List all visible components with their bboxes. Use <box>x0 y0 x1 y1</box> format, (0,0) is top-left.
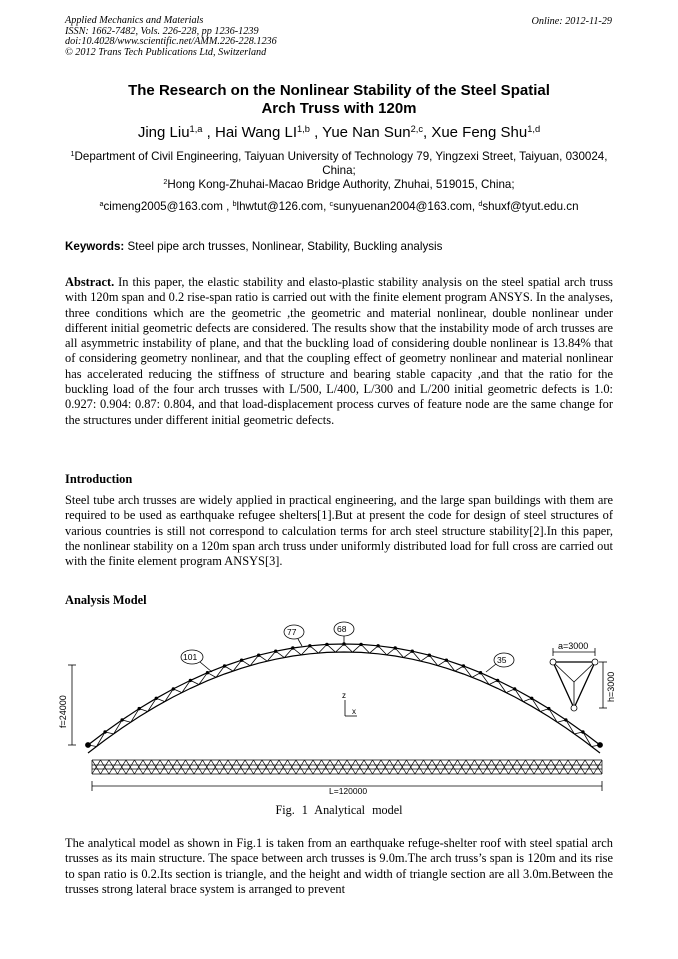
title-line-2: Arch Truss with 120m <box>261 100 417 117</box>
arch-node <box>377 645 380 648</box>
arch-node <box>240 659 243 662</box>
arch-web-member <box>549 709 558 723</box>
issn-line: ISSN: 1662-7482, Vols. 226-228, pp 1236-1239 <box>65 25 259 37</box>
title-line-1: The Research on the Nonlinear Stability of the Steel Spatial <box>128 82 550 99</box>
node-leader <box>486 664 496 672</box>
abstract <box>65 275 613 428</box>
section-chord-node <box>592 659 598 665</box>
keywords <box>65 240 442 253</box>
keywords-label: Keywords: <box>65 240 125 253</box>
author-list <box>40 124 638 141</box>
node-leader <box>298 639 302 646</box>
email-sup: d <box>478 199 483 209</box>
arch-node <box>428 654 431 657</box>
arch-web-member <box>361 644 370 653</box>
arch-node <box>189 679 192 682</box>
node-101-label: 101 <box>183 652 198 662</box>
section-detail <box>550 648 607 711</box>
journal-name: Applied Mechanics and Materials <box>65 15 204 26</box>
arch-node <box>343 643 346 646</box>
analysis-model-heading: Analysis Model <box>65 593 147 607</box>
arch-node <box>565 719 568 722</box>
arch-web-member <box>353 644 362 652</box>
arch-web-member <box>97 732 106 747</box>
arch-web-member <box>336 644 345 652</box>
arch-node <box>206 671 209 674</box>
abstract-text: In this paper, the elastic stability and elasto-plastic stability analysis on the steel spatial arch truss with 120m span and 0.2 rise-span ratio is carried out with the finite element program ANSYS. In the analyses, three conditions which are the geometric ,the geometric and material nonlinear, double nonlinear under different initial geometric defects are considered. The results show that the instability mode of arch trusses are all asymmetric instability of plane, and that the buckling load of considering double nonlinear is 13.84% that of considering geometry nonlinear, and that the coupling effect of geometry nonlinear and material nonlinear has accelerated reducing the stiffness of structure and bearing stable capacity ,and that the ratio for the buckling load of the four arch trusses with L/500, L/400, L/300 and L/200 initial geometric defects is 1.0: 0.927: 0.904: 0.87: 0.804, and that load-displacement process curves of feature node are the same change for the structures under different initial geometric defects. <box>65 275 613 427</box>
arch-node <box>496 679 499 682</box>
arch-support <box>598 743 603 748</box>
arch-web-member <box>327 644 336 652</box>
rise-dimension <box>68 665 76 745</box>
email-separator: , <box>222 200 233 213</box>
arch-node <box>582 731 585 734</box>
arch-node <box>292 647 295 650</box>
keywords-text: Steel pipe arch trusses, Nonlinear, Stability, Buckling analysis <box>124 240 443 253</box>
author-affil-sup: 2,c <box>410 123 423 134</box>
arch-node <box>394 647 397 650</box>
author-name: Yue Nan Sun <box>322 124 411 141</box>
node-77-label: 77 <box>287 627 297 637</box>
author-affil-sup: 1,d <box>527 123 541 134</box>
affiliation-sup: 2 <box>163 177 168 187</box>
section-height-label: h=3000 <box>606 671 616 702</box>
arch-web-member <box>318 644 327 653</box>
affiliation-text: Hong Kong-Zhuhai-Macao Bridge Authority, Zhuhai, 519015, China; <box>167 178 515 191</box>
arch-node <box>513 688 516 691</box>
paper-title <box>40 82 638 118</box>
copyright-line: © 2012 Trans Tech Publications Ltd, Switzerland <box>65 46 267 58</box>
email-separator: , <box>323 200 330 213</box>
doi-line: doi:10.4028/www.scientific.net/AMM.226-228.1236 <box>65 36 277 48</box>
arch-node <box>138 707 141 710</box>
author-affil-sup: 1,a <box>189 123 203 134</box>
email-sup: b <box>232 199 237 209</box>
arch-node <box>223 665 226 668</box>
arch-node <box>479 671 482 674</box>
affiliation-2 <box>60 178 618 192</box>
node-35-label: 35 <box>497 655 507 665</box>
arch-node <box>360 643 363 646</box>
author-separator: , <box>422 124 432 141</box>
arch-web-member <box>583 732 592 747</box>
affiliation-sup: 1 <box>70 149 75 159</box>
figure-caption: Fig. 1 Analytical model <box>275 803 403 817</box>
arch-node <box>309 645 312 648</box>
arch-node <box>326 643 329 646</box>
arch-truss-plan <box>92 760 602 774</box>
author-name: Jing Liu <box>137 124 190 141</box>
arch-node <box>445 659 448 662</box>
section-web <box>574 662 595 682</box>
node-68-label: 68 <box>337 624 347 634</box>
node-leader <box>200 662 212 672</box>
section-chord-node <box>571 705 577 711</box>
arch-node <box>274 650 277 653</box>
email-separator: , <box>471 200 479 213</box>
journal-header <box>65 16 277 58</box>
arch-node <box>172 688 175 691</box>
analytical-model-figure <box>0 610 678 800</box>
author-name: Hai Wang LI <box>215 124 297 141</box>
arch-node <box>548 707 551 710</box>
affiliation-1 <box>60 150 618 178</box>
author-affil-sup: 1,b <box>296 123 310 134</box>
email-link[interactable]: cimeng2005@163.com <box>103 200 223 213</box>
online-date: Online: 2012-11-29 <box>531 16 612 27</box>
email-sup: a <box>99 199 104 209</box>
axis-z-label: z <box>342 691 346 700</box>
arch-web-member <box>566 720 575 734</box>
introduction-heading: Introduction <box>65 472 133 486</box>
rise-label: f=24000 <box>58 695 68 728</box>
arch-web-member <box>114 720 123 734</box>
arch-bottom-chord <box>88 652 600 753</box>
arch-node <box>104 731 107 734</box>
arch-web-member <box>344 644 353 652</box>
author-emails <box>40 200 638 213</box>
email-link[interactable]: shuxf@tyut.edu.cn <box>482 200 579 213</box>
analysis-model-text: The analytical model as shown in Fig.1 is taken from an earthquake refuge-shelter roof with steel spatial arch trusses as its main structure. The space between arch trusses is 9.0m.The arch truss’s span is 120m and its rise to span ratio is 0.2.Its section is triangle, and the height and width of triangle section are all 3.0m.Between the trusses strong lateral brace system is arranged to prevent <box>65 836 613 896</box>
author-name: Xue Feng Shu <box>431 124 528 141</box>
arch-web-member <box>131 709 140 723</box>
arch-node <box>155 697 158 700</box>
arch-node <box>121 719 124 722</box>
author-separator: , <box>309 124 323 141</box>
affiliation-text: Department of Civil Engineering, Taiyuan University of Technology 79, Yingzexi Street, Taiyuan, 030024, China; <box>74 150 608 177</box>
section-chord-node <box>550 659 556 665</box>
arch-node <box>462 665 465 668</box>
email-link[interactable]: lhwtut@126.com <box>236 200 324 213</box>
introduction-text: Steel tube arch trusses are widely applied in practical engineering, and the large span buildings with them are required to be used as earthquake refugee shelters[1].But at present the code for design of steel structures of various countries is still not correspond to calculation terms for arch steel structure stability[2].In this paper, the nonlinear stability on a 120m span arch truss under uniformly distributed load for full cross are carried out with the finite element program ANSYS[3]. <box>65 493 613 569</box>
author-separator: , <box>202 124 215 141</box>
span-label: L=120000 <box>329 786 368 796</box>
email-link[interactable]: sunyuenan2004@163.com <box>333 200 472 213</box>
arch-node <box>411 650 414 653</box>
axis-x-label: x <box>352 707 356 716</box>
arch-node <box>530 697 533 700</box>
arch-support <box>86 743 91 748</box>
section-web <box>553 662 574 682</box>
abstract-label: Abstract. <box>65 275 115 289</box>
arch-node <box>257 654 260 657</box>
email-sup: c <box>329 199 334 209</box>
section-width-label: a=3000 <box>558 641 589 651</box>
